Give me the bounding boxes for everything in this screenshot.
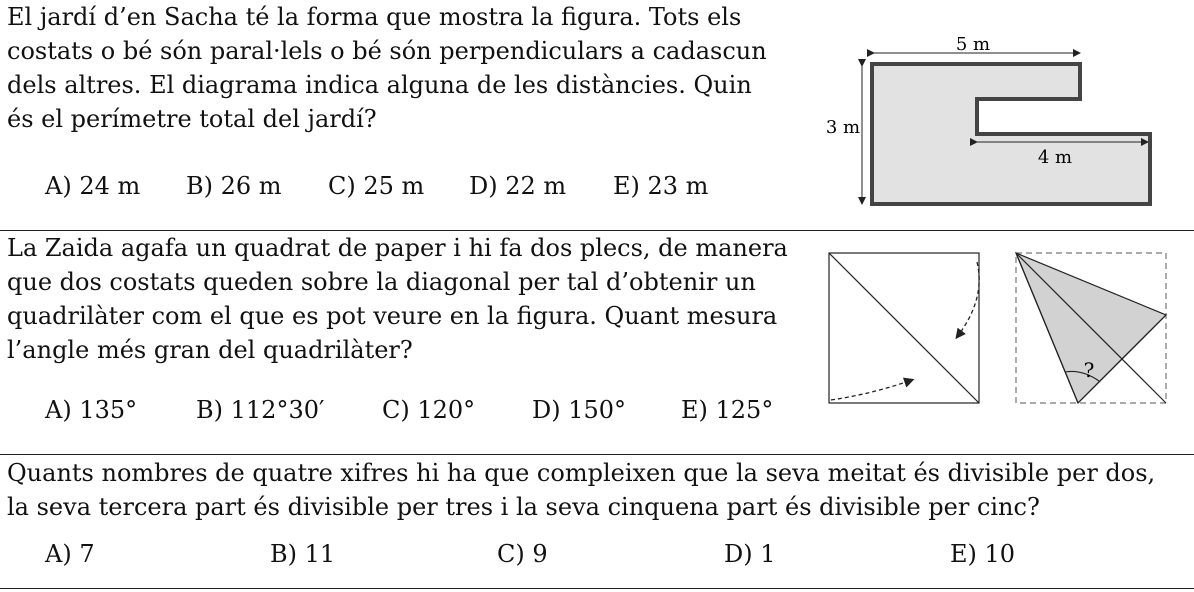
text-line: quadrilàter com el que es pot veure en la figura. Quant mesura (7, 302, 778, 330)
option-d: D) 1 (724, 540, 776, 568)
option-a: A) 135° (45, 396, 138, 424)
divider (0, 588, 1194, 589)
option-e: E) 23 m (613, 172, 709, 200)
text-line: que dos costats queden sobre la diagonal per tal d’obtenir un (7, 268, 756, 296)
folded-square-figure (820, 247, 1180, 409)
problem-3 (0, 455, 1194, 587)
option-b: B) 112°30′ (196, 396, 325, 424)
problem-1-options (0, 171, 800, 201)
problem-2 (0, 231, 1194, 454)
text-line: La Zaida agafa un quadrat de paper i hi fa dos plecs, de manera (7, 234, 788, 262)
text-line: El jardí d’en Sacha té la forma que mostra la figura. Tots els (7, 3, 742, 31)
option-e: E) 10 (950, 540, 1016, 568)
option-c: C) 120° (382, 396, 476, 424)
label-4m: 4 m (1037, 147, 1073, 168)
option-d: D) 150° (532, 396, 627, 424)
option-b: B) 11 (270, 540, 336, 568)
option-c: C) 9 (497, 540, 548, 568)
text-line: és el perímetre total del jardí? (7, 105, 377, 133)
text-line: l’angle més gran del quadrilàter? (7, 336, 413, 364)
text-line: costats o bé són paral·lels o bé són perpendiculars a cadascun (7, 37, 767, 65)
problem-3-text (7, 456, 1155, 524)
option-a: A) 24 m (45, 172, 141, 200)
label-3m: 3 m (825, 117, 861, 138)
option-b: B) 26 m (186, 172, 282, 200)
label-5m: 5 m (955, 34, 991, 55)
option-a: A) 7 (45, 540, 95, 568)
garden-figure (815, 28, 1165, 218)
problem-2-options (0, 395, 810, 425)
text-line: la seva tercera part és divisible per tres i la seva cinquena part és divisible per cinc? (7, 493, 1040, 521)
option-e: E) 125° (681, 396, 774, 424)
text-line: dels altres. El diagrama indica alguna de les distàncies. Quin (7, 71, 752, 99)
garden-shape (872, 64, 1150, 204)
text-line: Quants nombres de quatre xifres hi ha que compleixen que la seva meitat és divisible per dos, (7, 459, 1156, 487)
problem-1-text (7, 0, 767, 136)
option-c: C) 25 m (328, 172, 425, 200)
problem-1 (0, 0, 1194, 230)
problem-2-text (7, 231, 788, 367)
angle-label: ? (1083, 358, 1095, 382)
problem-3-options (0, 539, 1100, 569)
option-d: D) 22 m (469, 172, 567, 200)
